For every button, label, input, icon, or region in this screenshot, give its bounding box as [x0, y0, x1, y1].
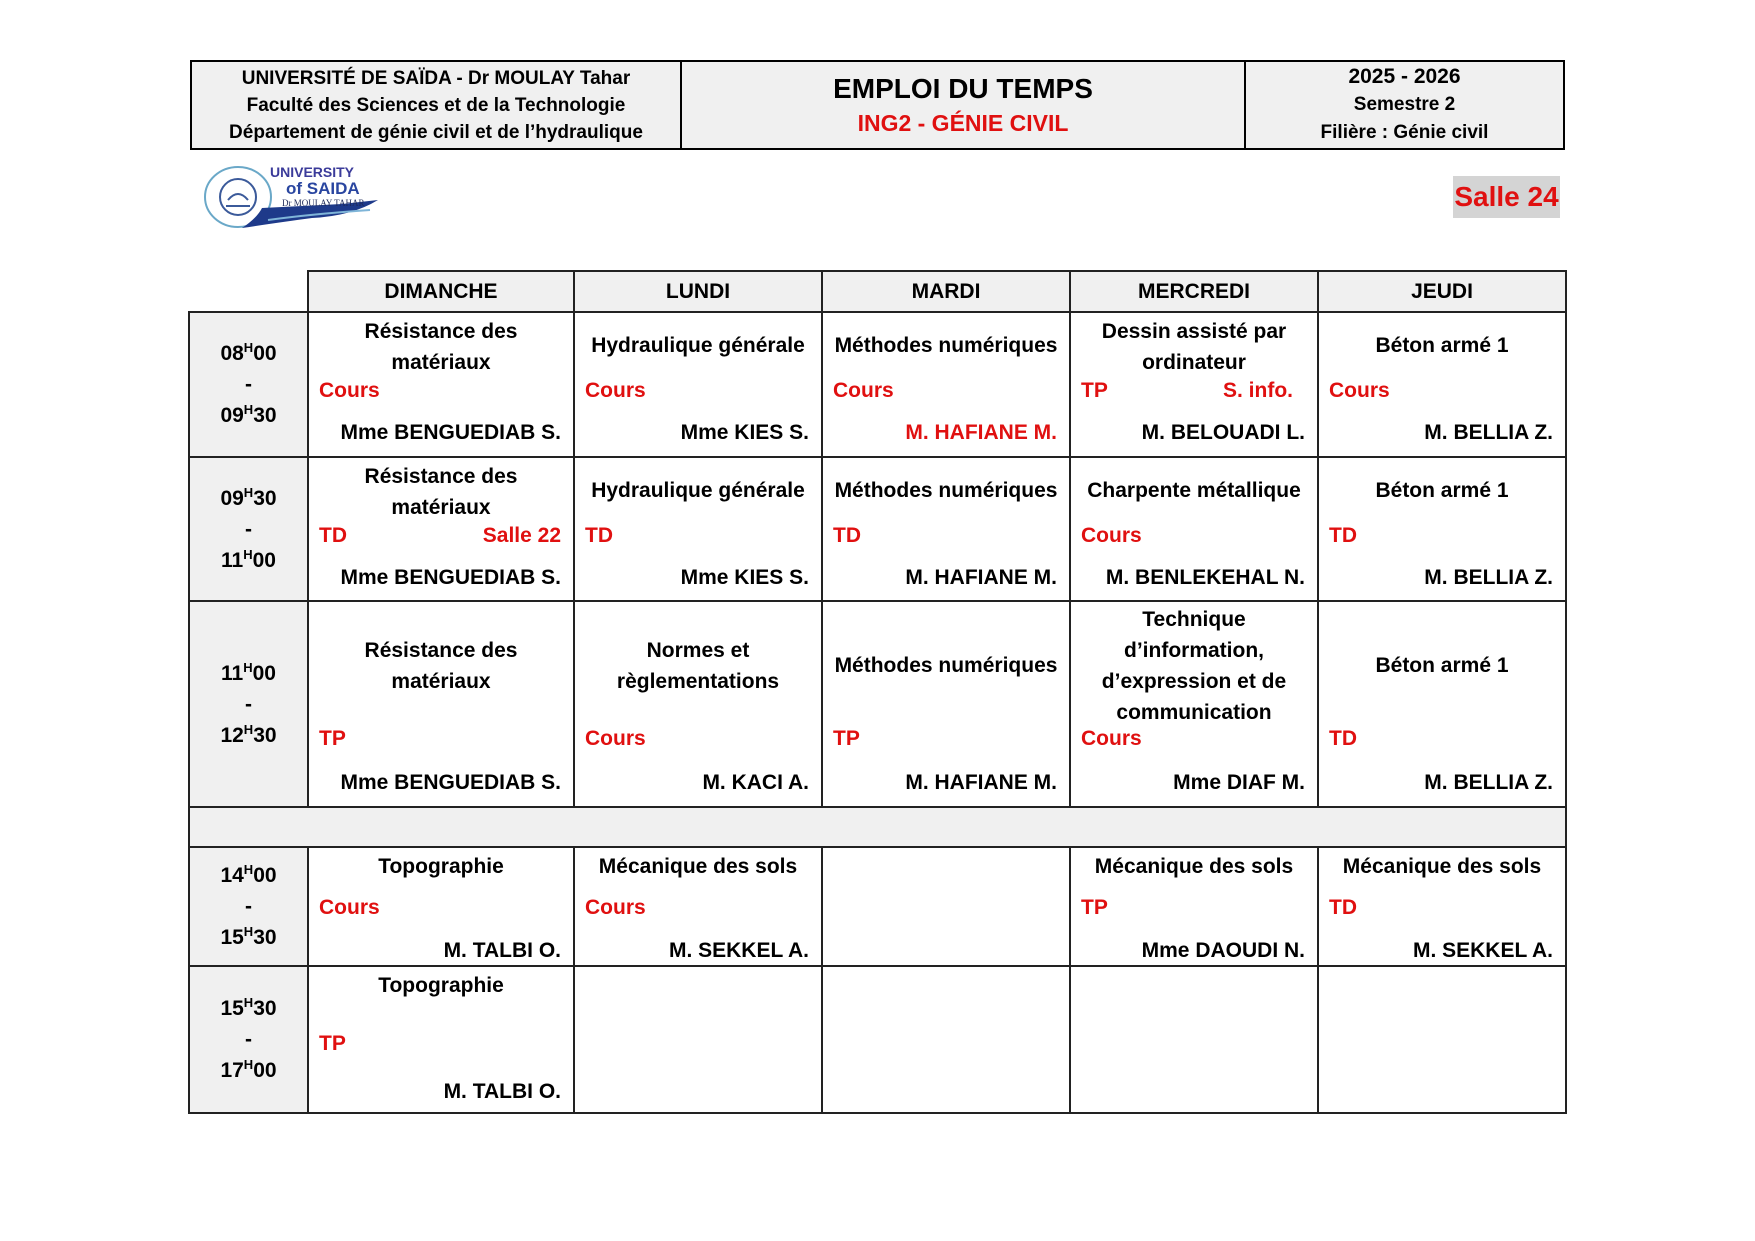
session-teacher: M. SEKKEL A.	[1412, 939, 1553, 962]
time-slot-row	[189, 966, 1566, 1113]
department-name: Département de génie civil et de l’hydraulique	[229, 121, 643, 143]
time-slot-row	[189, 847, 1566, 966]
hour-marker: H	[243, 546, 253, 562]
end-minute: 30	[253, 723, 277, 747]
session-type: Cours	[1081, 524, 1142, 547]
time-slot-label	[189, 966, 308, 1113]
hour-marker: H	[243, 484, 254, 500]
hour-marker: H	[243, 402, 254, 417]
session-content	[575, 458, 821, 600]
session-content	[309, 313, 573, 456]
session-content	[1071, 458, 1317, 600]
session-content	[309, 848, 573, 965]
session-subject: Dessin assisté par ordinateur	[1101, 320, 1287, 374]
time-separator: -	[245, 692, 252, 716]
session-type: Cours	[319, 896, 380, 919]
session-teacher: M. BENLEKEHAL N.	[1105, 566, 1305, 589]
session-cell[interactable]	[1318, 457, 1566, 601]
session-type: Cours	[585, 896, 646, 919]
session-cell[interactable]	[308, 601, 574, 807]
session-cell[interactable]	[308, 847, 574, 966]
hour-marker: H	[243, 340, 254, 355]
session-teacher: M. BELLIA Z.	[1424, 421, 1553, 444]
end-minute: 00	[252, 548, 276, 572]
session-content	[823, 967, 1069, 1112]
lunch-break-cell	[189, 807, 1566, 847]
session-subject: Béton armé 1	[1375, 479, 1509, 502]
start-hour: 11	[221, 661, 244, 685]
session-cell[interactable]	[308, 457, 574, 601]
session-subject: Normes et règlementations	[616, 639, 780, 693]
session-content	[1319, 313, 1565, 456]
day-header: JEUDI	[1318, 271, 1566, 312]
session-content	[1071, 967, 1317, 1112]
end-minute: 30	[253, 926, 277, 949]
session-subject: Mécanique des sols	[1342, 855, 1542, 878]
session-content	[1071, 848, 1317, 965]
session-content	[823, 313, 1069, 456]
session-cell[interactable]	[1070, 457, 1318, 601]
time-separator: -	[245, 1028, 252, 1051]
session-type: TP	[1081, 896, 1108, 919]
session-content	[823, 602, 1069, 806]
end-hour: 17	[220, 1059, 244, 1082]
session-cell[interactable]	[1318, 312, 1566, 457]
session-subject: Béton armé 1	[1375, 654, 1509, 677]
session-type: Cours	[585, 379, 646, 402]
session-subject: Hydraulique générale	[591, 334, 805, 357]
time-separator: -	[245, 373, 252, 396]
session-teacher: Mme DAOUDI N.	[1141, 939, 1305, 962]
hour-marker: H	[243, 995, 254, 1010]
end-hour: 09	[220, 404, 244, 427]
session-teacher: M. TALBI O.	[443, 1080, 561, 1103]
session-subject: Résistance des matériaux	[364, 639, 518, 693]
session-subject: Méthodes numériques	[834, 654, 1058, 677]
session-teacher: Mme KIES S.	[680, 421, 809, 444]
faculty-name: Faculté des Sciences et de la Technologie	[246, 94, 626, 116]
start-minute: 00	[253, 342, 277, 365]
lunch-break-row	[189, 807, 1566, 847]
corner-cell	[189, 271, 308, 312]
empty-cell[interactable]	[574, 966, 822, 1113]
session-subject: Béton armé 1	[1375, 334, 1509, 357]
time-slot-row	[189, 312, 1566, 457]
empty-cell[interactable]	[822, 966, 1070, 1113]
session-type: Cours	[319, 379, 380, 402]
hour-marker: H	[243, 1057, 254, 1072]
logo-text-moulay: Dr MOULAY TAHAR	[282, 198, 365, 208]
session-subject: Charpente métallique	[1087, 479, 1301, 502]
session-subject: Technique d’information, d’expression et de communication	[1101, 608, 1287, 724]
session-teacher: M. HAFIANE M.	[905, 566, 1057, 589]
university-logo	[202, 160, 380, 234]
session-teacher: M. BELOUADI L.	[1141, 421, 1305, 444]
session-content	[1319, 848, 1565, 965]
session-teacher: Mme BENGUEDIAB S.	[340, 421, 561, 444]
room-badge: Salle 24	[1453, 176, 1560, 218]
session-subject: Mécanique des sols	[598, 855, 798, 878]
session-room: S. info.	[1223, 379, 1293, 402]
session-cell[interactable]	[574, 312, 822, 457]
session-subject: Mécanique des sols	[1094, 855, 1294, 878]
term-block	[1246, 62, 1563, 148]
start-minute: 30	[253, 486, 277, 510]
time-slot-label	[189, 847, 308, 966]
session-content	[1319, 458, 1565, 600]
time-separator: -	[245, 517, 252, 541]
logo-text-university: UNIVERSITY	[270, 164, 355, 180]
session-teacher: M. TALBI O.	[443, 939, 561, 962]
session-type: TD	[319, 524, 347, 547]
end-hour: 11	[221, 548, 244, 572]
session-type: TD	[1329, 896, 1357, 919]
start-minute: 30	[253, 997, 277, 1020]
session-type: Cours	[1329, 379, 1390, 402]
empty-cell[interactable]	[1070, 966, 1318, 1113]
filiere: Filière : Génie civil	[1320, 122, 1489, 143]
session-content	[575, 313, 821, 456]
session-type: Cours	[833, 379, 894, 402]
institution-block	[192, 62, 682, 148]
start-hour: 08	[220, 342, 244, 365]
session-cell[interactable]	[574, 457, 822, 601]
session-cell[interactable]	[1318, 847, 1566, 966]
session-subject: Hydraulique générale	[591, 479, 805, 502]
hour-marker: H	[243, 659, 253, 675]
day-header-row	[189, 271, 1566, 312]
time-slot-row	[189, 601, 1566, 807]
session-cell[interactable]	[822, 601, 1070, 807]
semester: Semestre 2	[1353, 94, 1456, 115]
session-subject: Topographie	[378, 855, 504, 878]
session-cell[interactable]	[574, 847, 822, 966]
session-teacher: M. BELLIA Z.	[1424, 566, 1553, 589]
empty-cell[interactable]	[822, 847, 1070, 966]
session-teacher: Mme KIES S.	[680, 566, 809, 589]
session-content	[309, 967, 573, 1112]
session-type: TD	[833, 524, 861, 547]
day-header: DIMANCHE	[308, 271, 574, 312]
session-cell[interactable]	[1318, 601, 1566, 807]
session-room: Salle 22	[482, 524, 561, 547]
session-content	[575, 602, 821, 806]
session-content	[1071, 602, 1317, 806]
session-cell[interactable]	[1070, 312, 1318, 457]
time-slot-label	[189, 457, 308, 601]
session-subject: Résistance des matériaux	[364, 465, 518, 519]
session-content	[575, 967, 821, 1112]
session-content	[309, 458, 573, 600]
header-box	[190, 60, 1565, 150]
end-minute: 30	[253, 404, 277, 427]
title-block	[682, 62, 1246, 148]
session-subject: Résistance des matériaux	[364, 320, 518, 374]
hour-marker: H	[243, 924, 254, 939]
session-teacher: Mme BENGUEDIAB S.	[340, 566, 561, 589]
session-type: TD	[1329, 727, 1357, 750]
timetable	[188, 270, 1567, 1114]
day-header: MERCREDI	[1070, 271, 1318, 312]
hour-marker: H	[243, 862, 254, 877]
hour-marker: H	[243, 721, 254, 737]
academic-year: 2025 - 2026	[1348, 65, 1461, 88]
session-type: TD	[1329, 524, 1357, 547]
session-cell[interactable]	[308, 312, 574, 457]
logo-text-saida: of SAIDA	[286, 179, 360, 198]
session-cell[interactable]	[574, 601, 822, 807]
session-cell[interactable]	[822, 312, 1070, 457]
time-separator: -	[245, 895, 252, 918]
session-subject: Méthodes numériques	[834, 479, 1058, 502]
session-type: Cours	[1081, 727, 1142, 750]
start-hour: 14	[220, 864, 244, 887]
session-cell[interactable]	[822, 457, 1070, 601]
session-content	[1319, 967, 1565, 1112]
session-teacher: Mme BENGUEDIAB S.	[340, 771, 561, 794]
session-subject: Méthodes numériques	[834, 334, 1058, 357]
time-slot-row	[189, 457, 1566, 601]
session-cell[interactable]	[308, 966, 574, 1113]
session-content	[575, 848, 821, 965]
session-teacher: M. BELLIA Z.	[1424, 771, 1553, 794]
session-subject: Topographie	[378, 974, 504, 997]
time-slot-label	[189, 312, 308, 457]
start-hour: 09	[220, 486, 244, 510]
end-hour: 12	[220, 723, 244, 747]
session-content	[823, 458, 1069, 600]
session-content	[823, 848, 1069, 965]
session-teacher: Mme DIAF M.	[1173, 771, 1305, 794]
session-content	[309, 602, 573, 806]
page-title: EMPLOI DU TEMPS	[833, 73, 1093, 104]
start-minute: 00	[252, 661, 276, 685]
session-content	[1071, 313, 1317, 456]
session-cell[interactable]	[1070, 601, 1318, 807]
session-type: TP	[833, 727, 860, 750]
session-type: TP	[319, 1032, 346, 1055]
session-type: Cours	[585, 727, 646, 750]
day-header: MARDI	[822, 271, 1070, 312]
session-teacher: M. HAFIANE M.	[905, 771, 1057, 794]
session-cell[interactable]	[1070, 847, 1318, 966]
end-hour: 15	[220, 926, 244, 949]
program-title: ING2 - GÉNIE CIVIL	[857, 110, 1069, 136]
start-hour: 15	[220, 997, 244, 1020]
empty-cell[interactable]	[1318, 966, 1566, 1113]
day-header: LUNDI	[574, 271, 822, 312]
university-name: UNIVERSITÉ DE SAÏDA - Dr MOULAY Tahar	[241, 67, 631, 89]
session-teacher: M. HAFIANE M.	[905, 421, 1057, 444]
session-type: TP	[319, 727, 346, 750]
session-content	[1319, 602, 1565, 806]
time-slot-label	[189, 601, 308, 807]
start-minute: 00	[253, 864, 277, 887]
session-teacher: M. SEKKEL A.	[668, 939, 809, 962]
session-type: TD	[585, 524, 613, 547]
session-teacher: M. KACI A.	[702, 771, 809, 794]
session-type: TP	[1081, 379, 1108, 402]
end-minute: 00	[253, 1059, 277, 1082]
